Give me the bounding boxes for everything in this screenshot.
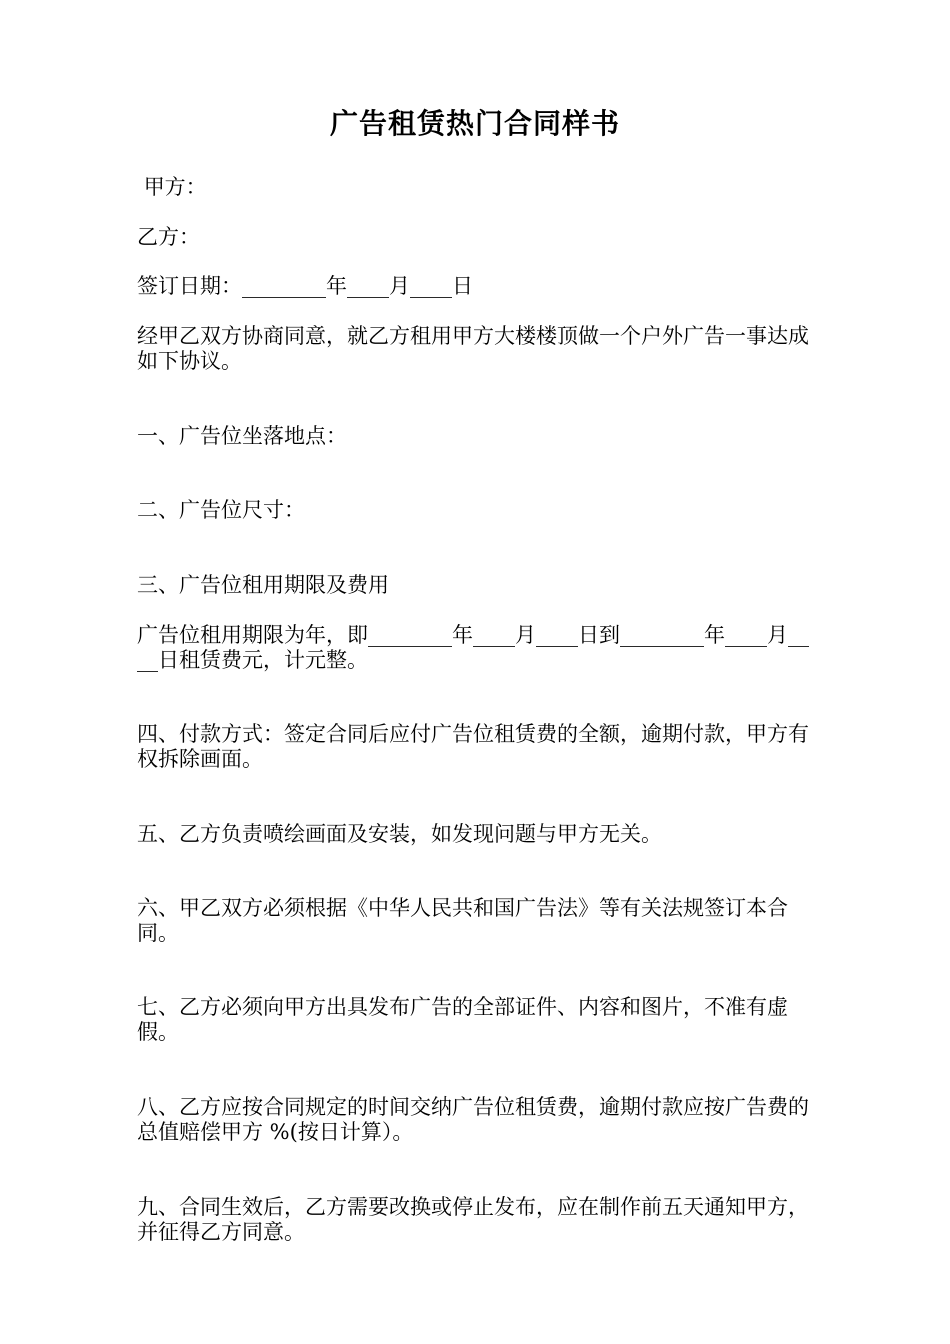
- clause-2: 二、广告位尺寸：: [137, 498, 305, 522]
- clause-8: 八、乙方应按合同规定的时间交纳广告位租赁费，逾期付款应按广告费的总值赔偿甲方 %(按日计算）。: [137, 1095, 809, 1144]
- intro-paragraph: 经甲乙双方协商同意，就乙方租用甲方大楼楼顶做一个户外广告一事达成如下协议。: [137, 324, 809, 373]
- clause-1: 一、广告位坐落地点：: [137, 424, 347, 448]
- clause-7: 七、乙方必须向甲方出具发布广告的全部证件、内容和图片，不准有虚假。: [137, 995, 788, 1044]
- document-title: 广告租赁热门合同样书: [329, 107, 620, 140]
- clause-5: 五、乙方负责喷绘画面及安装，如发现问题与甲方无关。: [137, 822, 662, 846]
- clause-3: 三、广告位租用期限及费用: [137, 573, 389, 597]
- sign-date-line: 签订日期：________年____月____日: [137, 274, 473, 298]
- clause-3-detail: 广告位租用期限为年，即________年____月____日到________年____月____日租赁费元，计元整。: [137, 623, 809, 672]
- party-a-line: 甲方：: [137, 175, 207, 199]
- party-b-line: 乙方：: [137, 225, 200, 249]
- clause-9: 九、合同生效后，乙方需要改换或停止发布，应在制作前五天通知甲方，并征得乙方同意。: [137, 1195, 809, 1244]
- clause-6: 六、甲乙双方必须根据《中华人民共和国广告法》等有关法规签订本合同。: [137, 896, 788, 945]
- clause-4: 四、付款方式：签定合同后应付广告位租赁费的全额，逾期付款，甲方有权拆除画面。: [137, 722, 809, 771]
